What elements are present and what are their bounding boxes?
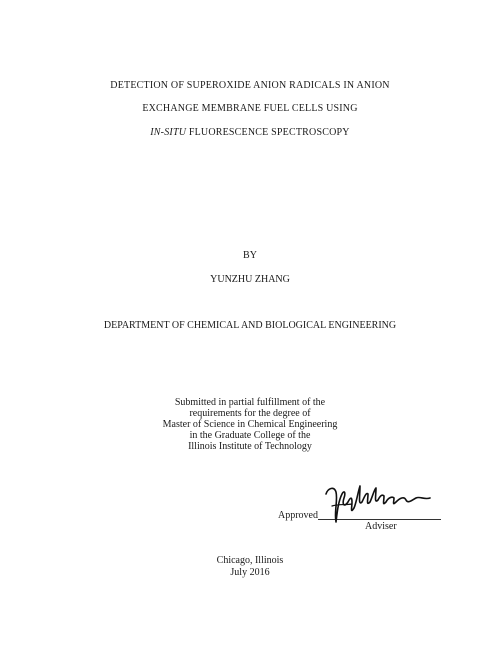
submission-date: July 2016 xyxy=(230,567,270,578)
title-line-1: DETECTION OF SUPEROXIDE ANION RADICALS IN ANION xyxy=(110,80,390,91)
by-label: BY xyxy=(243,250,257,261)
adviser-label: Adviser xyxy=(365,521,397,532)
submission-line-1: Submitted in partial fulfillment of the xyxy=(174,397,326,408)
department-name: DEPARTMENT OF CHEMICAL AND BIOLOGICAL ENGINEERING xyxy=(103,320,397,331)
title-italic-term: IN-SITU xyxy=(150,127,187,138)
submission-line-4: in the Graduate College of the xyxy=(189,430,311,441)
location: Chicago, Illinois xyxy=(216,555,284,566)
submission-line-5: Illinois Institute of Technology xyxy=(188,441,312,452)
author-name: YUNZHU ZHANG xyxy=(210,274,290,285)
submission-line-3: Master of Science in Chemical Engineering xyxy=(162,419,338,430)
title-line-3 xyxy=(0,127,500,139)
title-line-3-rest: FLUORESCENCE SPECTROSCOPY xyxy=(186,127,350,138)
approved-label: Approved xyxy=(278,510,318,521)
submission-line-2: requirements for the degree of xyxy=(189,408,311,419)
adviser-signature xyxy=(322,478,434,526)
submission-statement xyxy=(0,397,500,452)
title-line-2: EXCHANGE MEMBRANE FUEL CELLS USING xyxy=(142,103,358,114)
